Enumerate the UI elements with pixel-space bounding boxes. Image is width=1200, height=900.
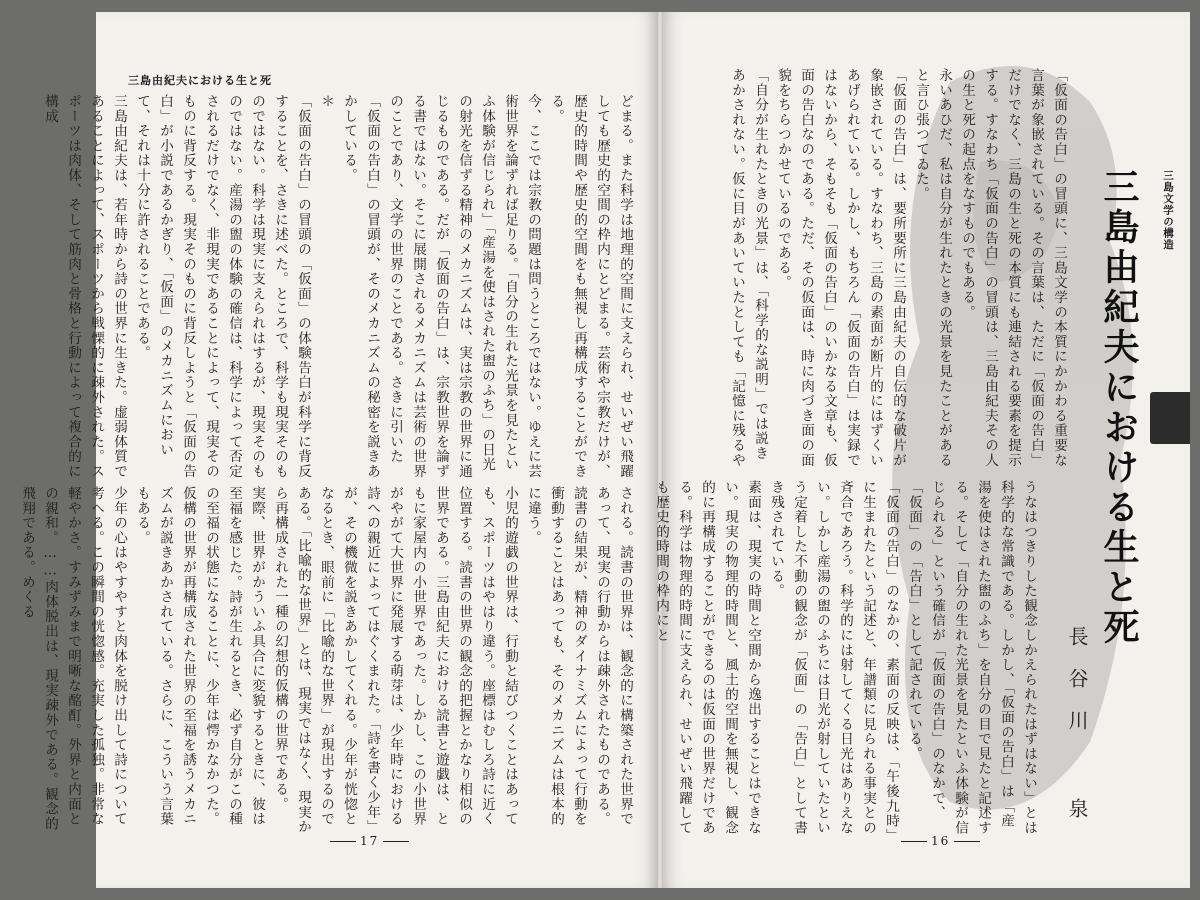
right-lower-text-block: うなはつきりした観念しかえられたはずはない」とは科学的な常識である。しかし、「仮面の告白」は「産湯を使はされた盥のふち」を自分の目で見たと記述する。そして「自分の生れた光景を見たといふ体験が信じられる」という確信が「仮面の告白」のなかで、「仮面」の「告白」として記されている。 「仮面の告白」のなかの、素面の反映は、「午後九時」に生まれたという記述と、年譜類に見られる事実との斉合であろう。科学的には射してくる日光はありえない。しかし産湯の盥のふちには日光が射していたという定着した不動の観念が「仮面」の「告白」として書き残されている。 素面は、現実の時間と空間から逸出することはできない。現実の物理的時間と、風土的空間を無視し、観念的に再構成することができるのは仮面の世界だけである。科学は物理的時間に支えられ、せいぜい飛躍しても歴史的時間の枠内にと [653,480,1037,837]
article-title: 三島由紀夫における生と死 [1098,168,1139,648]
page-number-left: 17 [326,834,413,848]
running-head: 三島由紀夫における生と死 [128,74,272,87]
page-number-right: 16 [897,834,984,848]
left-page [19,12,658,888]
author-name: 長谷川 泉 [1065,626,1089,840]
binder-clip [1150,392,1190,444]
left-lower-text-block: される。読書の世界は、観念的に構築された世界であって、現実の行動からは疎外されたものである。読書の結果が、精神のダイナミズムによって行動を衝動することはあっても、そのメカニズムは根本的に違う。 小児的遊戯の世界は、行動と結びつくことはあっても、スポーツはやはり違う。座標はむしろ詩に近く位置する。読書の世界の観念的把握とかなり相似の世界である。三島由紀夫における読書と遊戯は、ともに家屋内の小世界であった。しかし、この小世界がやがて大世界に発展する萌芽は、少年時における詩への親近によってはぐくまれた。「詩を書く少年」が、その機微を説きあかしてくれる。少年が恍惚となるとき、眼前に「比喩的な世界」が現出するのである。「比喩的な世界」とは、現実ではなく、現実から再構成された一種の幻想的仮構の世界である。 実際、世界がかういふ具合に変貌するときに、彼は至福を感じた。詩が生れるとき、必ず自分がこの種の至福の状態になることに、少年は愕かなかつた。 仮構の世界が再構成された世界の至福を誘うメカニズムが説きあかされている。さらに、こういう言葉もある。 少年の心はやすやすと肉体を脱け出して詩について考へる。この瞬間の恍惚感。充実した孤独。非常な軽やかさ。すみずみまで明晰な酩酊。外界と内面との親和。……肉体脱出は、現実疎外である。観念的飛翔である。めくる [19,486,633,835]
right-page [653,12,1190,888]
right-upper-text-block: 「仮面の告白」の冒頭に、三島文学の本質にかかわる重要な言葉が象嵌されている。その言葉は、ただに「仮面の告白」だけでなく、三島の生と死の本質にも連結される要素を提示する。すなわち「仮面の告白」の冒頭は、三島由紀夫その人の生と死の起点をなすものでもある。 永いあひだ、私は自分が生れたときの光景を見たことがあると言ひ張つてゐた。 「仮面の告白」は、要所要所に三島由紀夫の自伝的な破片が象嵌されている。すなわち、三島の素面が断片的にはずくいあげられている。しかし、もちろん「仮面の告白」は実録ではないから、そもそも「仮面の告白」のいかなる文章も、仮面の告白なのである。ただ、その仮面は、時に肉づき面の面貌をちらつかせているのである。 「自分が生れたときの光景」は、「科学的な説明」では説きあかされない。仮に目があいていたとしても「記憶に残るや [729,68,1067,468]
series-label: 三島文学の構造 [1162,170,1174,251]
left-upper-text-block: どまる。また科学は地理的空間に支えられ、せいぜい飛躍しても歴史的空間の枠内にとどまる。芸術や宗教だけが、歴史的時間や歴史的空間をも無視し再構成することができる。 今、ここでは宗教の問題は問うところではない。ゆえに芸術世界を論ずれば足りる。「自分の生れた光景を見たといふ体験が信じられ」「産湯を使はされた盥のふち」の日光の射光を信ずる精神のメカニズムは、実は宗教の世界に通じるものである。だが「仮面の告白」は、宗教世界を論ずる書ではない。そこに展開されるメカニズムは芸術の世界のことであり、文学の世界のことである。さきに引いた「仮面の告白」の冒頭が、そのメカニズムの秘密を説きあかしている。 ＊ 「仮面の告白」の冒頭の「仮面」の体験告白が科学に背反することを、さきに述べた。ところで、科学も現実そのものではない。科学は現実に支えられはするが、現実そのものではない。産湯の盥の体験の確信は、科学によって否定されるだけでなく、非現実であることによって、現実そのものに背反する。現実そのものに背反しようと「仮面の告白」が小説であるかぎり、「仮面」のメカニズムにおいて、それは十分に許されることである。 三島由紀夫は、若年時から詩の世界に生きた。虚弱体質であることによって、スポーツから戦慄的に疎外された。スポーツは肉体、そして筋肉と骨格と行動によって複合的に構成 [42,94,633,479]
